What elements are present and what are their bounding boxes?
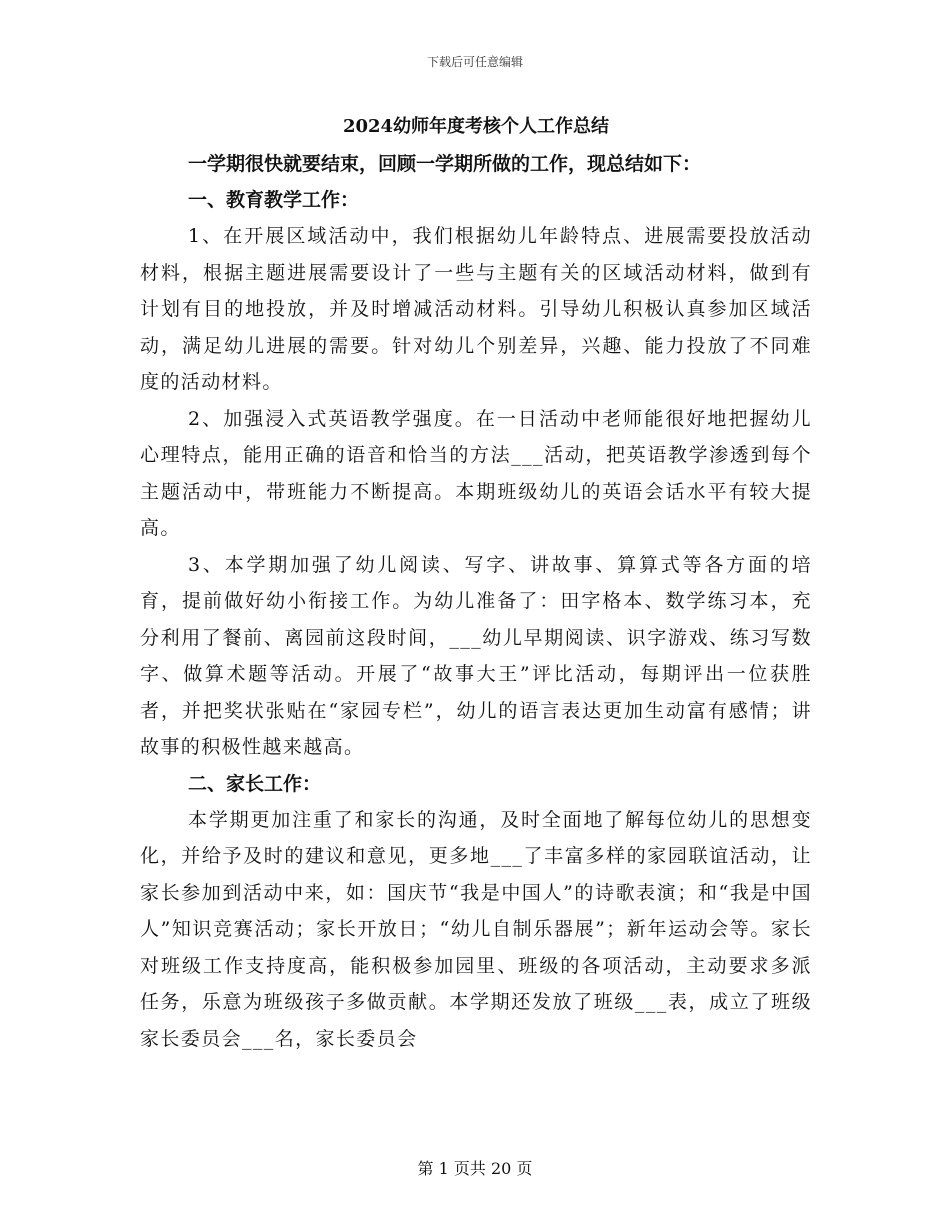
paragraph-teaching-2: 2、加强浸入式英语教学强度。在一日活动中老师能很好地把握幼儿心理特点，能用正确的语音和恰当的方法___活动，把英语教学渗透到每个主题活动中，带班能力不断提高。本期班级幼儿的英语会话水平有较大提高。 [140, 407, 812, 539]
page-number: 第 1 页共 20 页 [417, 1159, 533, 1178]
section-heading-teaching: 一、教育教学工作： [188, 189, 360, 211]
intro-line: 一学期很快就要结束，回顾一学期所做的工作，现总结如下： [188, 153, 702, 175]
paragraph-teaching-3: 3、本学期加强了幼儿阅读、写字、讲故事、算算式等各方面的培育，提前做好幼小衔接工作。为幼儿准备了：田字格本、数学练习本，充分利用了餐前、离园前这段时间，___幼儿早期阅读、识字游戏、练习写数字、做算术题等活动。开展了“故事大王”评比活动，每期评出一位获胜者，并把奖状张贴在“家园专栏”，幼儿的语言表达更加生动富有感情；讲故事的积极性越来越高。 [140, 553, 812, 758]
paragraph-parents-1: 本学期更加注重了和家长的沟通，及时全面地了解每位幼儿的思想变化，并给予及时的建议和意见，更多地___了丰富多样的家园联谊活动，让家长参加到活动中来，如：国庆节“我是中国人”的诗歌表演；和“我是中国人”知识竞赛活动；家长开放日；“幼儿自制乐器展”；新年运动会等。家长对班级工作支持度高，能积极参加园里、班级的各项活动，主动要求多派任务，乐意为班级孩子多做贡献。本学期还发放了班级___表，成立了班级家长委员会___名，家长委员会 [140, 808, 812, 1050]
page-header-note: 下载后可任意编辑 [426, 55, 523, 69]
paragraph-teaching-1: 1、在开展区域活动中，我们根据幼儿年龄特点、进展需要投放活动材料，根据主题进展需要设计了一些与主题有关的区域活动材料，做到有计划有目的地投放，并及时增减活动材料。引导幼儿积极认真参加区域活动，满足幼儿进展的需要。针对幼儿个别差异，兴趣、能力投放了不同难度的活动材料。 [140, 225, 812, 393]
document-body [140, 108, 812, 1057]
document-title: 2024幼师年度考核个人工作总结 [342, 116, 610, 137]
section-heading-parents: 二、家长工作： [188, 772, 322, 795]
